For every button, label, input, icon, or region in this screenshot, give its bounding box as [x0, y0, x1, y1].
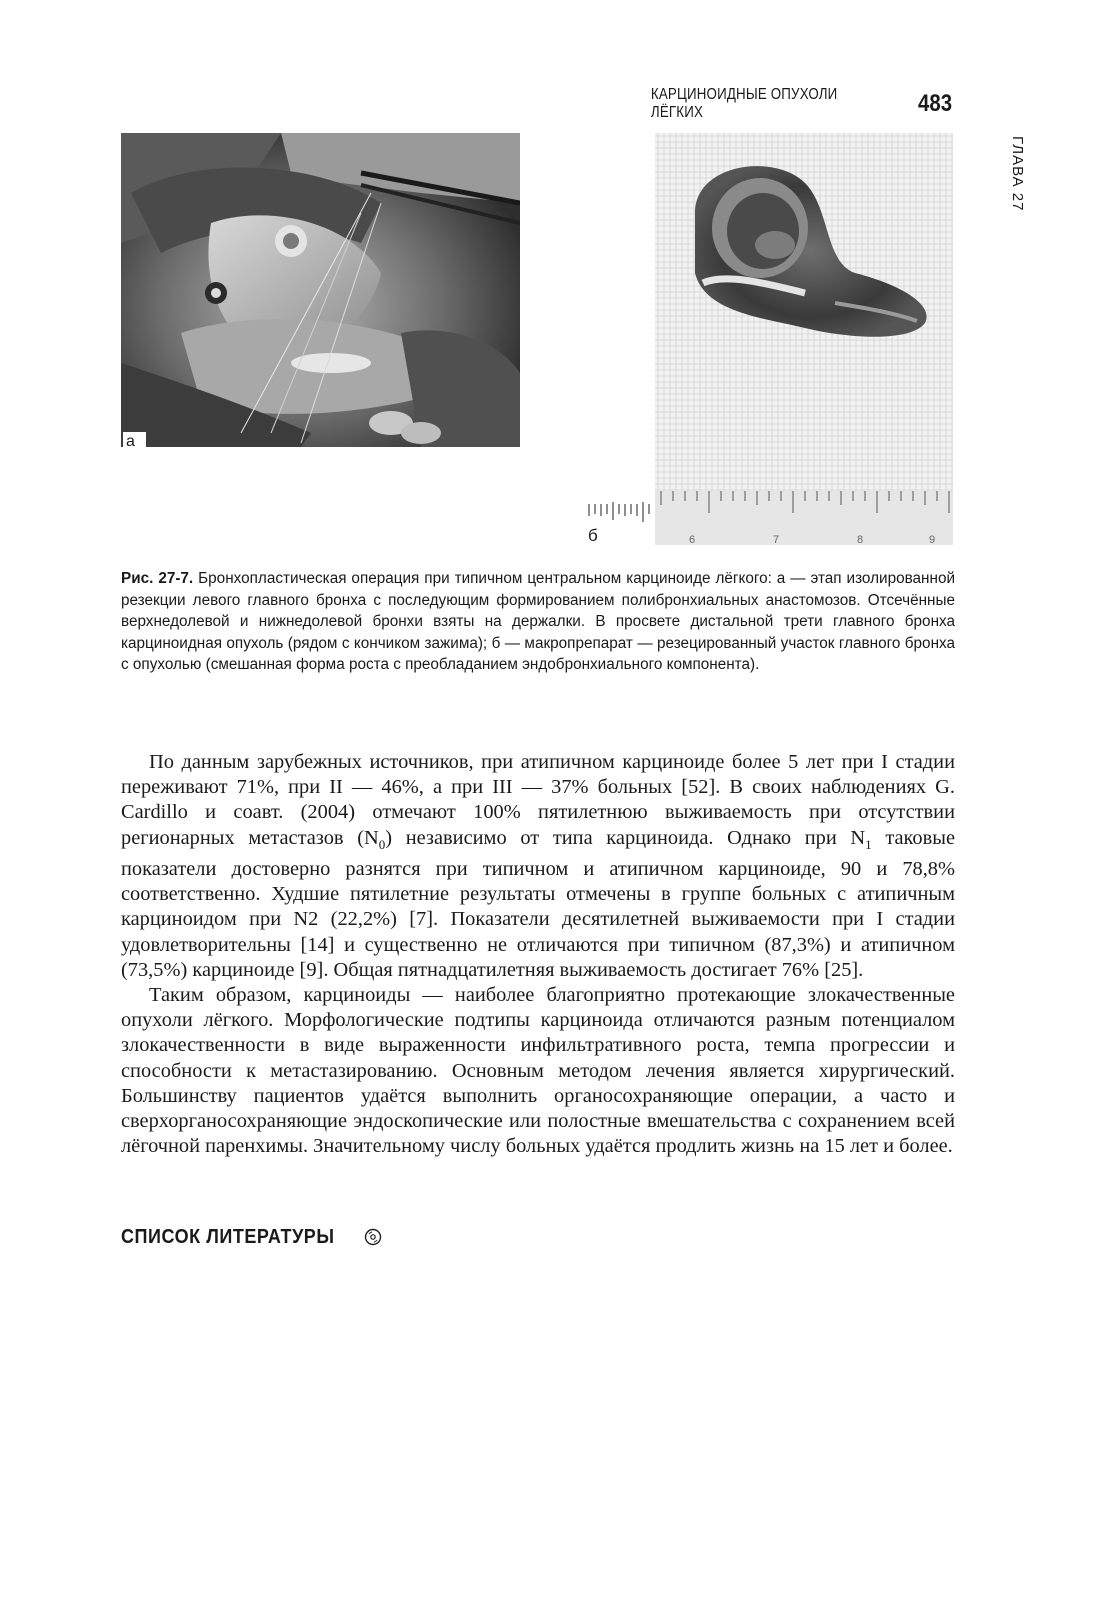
subscript: 1 [865, 836, 872, 852]
figure-photo-b [655, 133, 953, 545]
ruler-number: 9 [929, 534, 936, 545]
caption-label: Рис. 27-7. [121, 570, 194, 587]
ruler-number: 8 [857, 534, 864, 545]
paragraph-text: По данным зарубежных источников, при атипичном карциноиде более 5 лет при I стадии переживают 71%, при II — 46%, а при III — 37% больных [52]. В своих наблюдениях G. Cardillo и соавт. (2004) отмечают 100% пятилетнюю выживаемость при отсутствии регионарных метастазов (N [121, 751, 955, 849]
paragraph: Таким образом, карциноиды — наиболее благоприятно протекающие злокачественные опухоли лёгкого. Морфологические подтипы карциноида отличаются разным потенциалом злокачественности в виде выраженности инфильтративного роста, темпа прогрессии и способности к метастазированию. Основным методом лечения является хирургический. Большинству пациентов удаётся выполнить органосохраняющие операции, а часто и сверхорганосохраняющие эндоскопические или полостные вмешательства с сохранением всей лёгочной паренхимы. Значительному числу больных удаётся продлить жизнь на 15 лет и более. [121, 983, 955, 1158]
ruler-ticks [587, 498, 657, 524]
running-header [612, 86, 952, 122]
caption-text: Бронхопластическая операция при типичном центральном карциноиде лёгкого: а — этап изолированной резекции левого главного бронха с последующим формированием полибронхиальных анастомозов. Отсечённые верхнедолевой и нижнедолевой бронхи взяты на держалки. В просвете дистальной трети главного бронха карциноидная опухоль (рядом с кончиком зажима); б — макропрепарат — резецированный участок главного бронха с опухолью (смешанная форма роста с преобладанием эндобронхиального компонента). [121, 570, 955, 674]
panel-b-label: б [588, 526, 598, 545]
ruler-number: 6 [689, 534, 696, 545]
panel-a-label: а [123, 432, 146, 452]
disc-icon [364, 1228, 382, 1246]
bibliography-title: СПИСОК ЛИТЕРАТУРЫ [121, 1225, 335, 1248]
paragraph-text: таковые показатели достоверно разнятся при типичном и атипичном карциноиде, 90 и 78,8% соответственно. Худшие пятилетние результаты отмечены в группе больных с атипичным карциноидом при N2 (22,2%) [7]. Показатели десятилетней выживаемости при I стадии удовлетворительны [14] и существенно не отличаются при типичном (87,3%) и атипичном (73,5%) карциноиде [9]. Общая пятнадцатилетняя выживаемость достигает 76% [25]. [121, 826, 955, 981]
running-title: КАРЦИНОИДНЫЕ ОПУХОЛИ ЛЁГКИХ [650, 86, 838, 121]
chapter-tab: ГЛАВА 27 [1009, 136, 1026, 212]
figure-caption [121, 568, 955, 676]
paragraph-text: ) независимо от типа карциноида. Однако при N [385, 826, 866, 849]
ruler-number: 7 [773, 534, 780, 545]
bibliography-heading [121, 1222, 382, 1252]
page-number: 483 [917, 90, 952, 117]
body-text [121, 750, 955, 1159]
subscript: 0 [378, 836, 386, 852]
paragraph [121, 750, 955, 983]
figure-photo-a [121, 133, 520, 447]
